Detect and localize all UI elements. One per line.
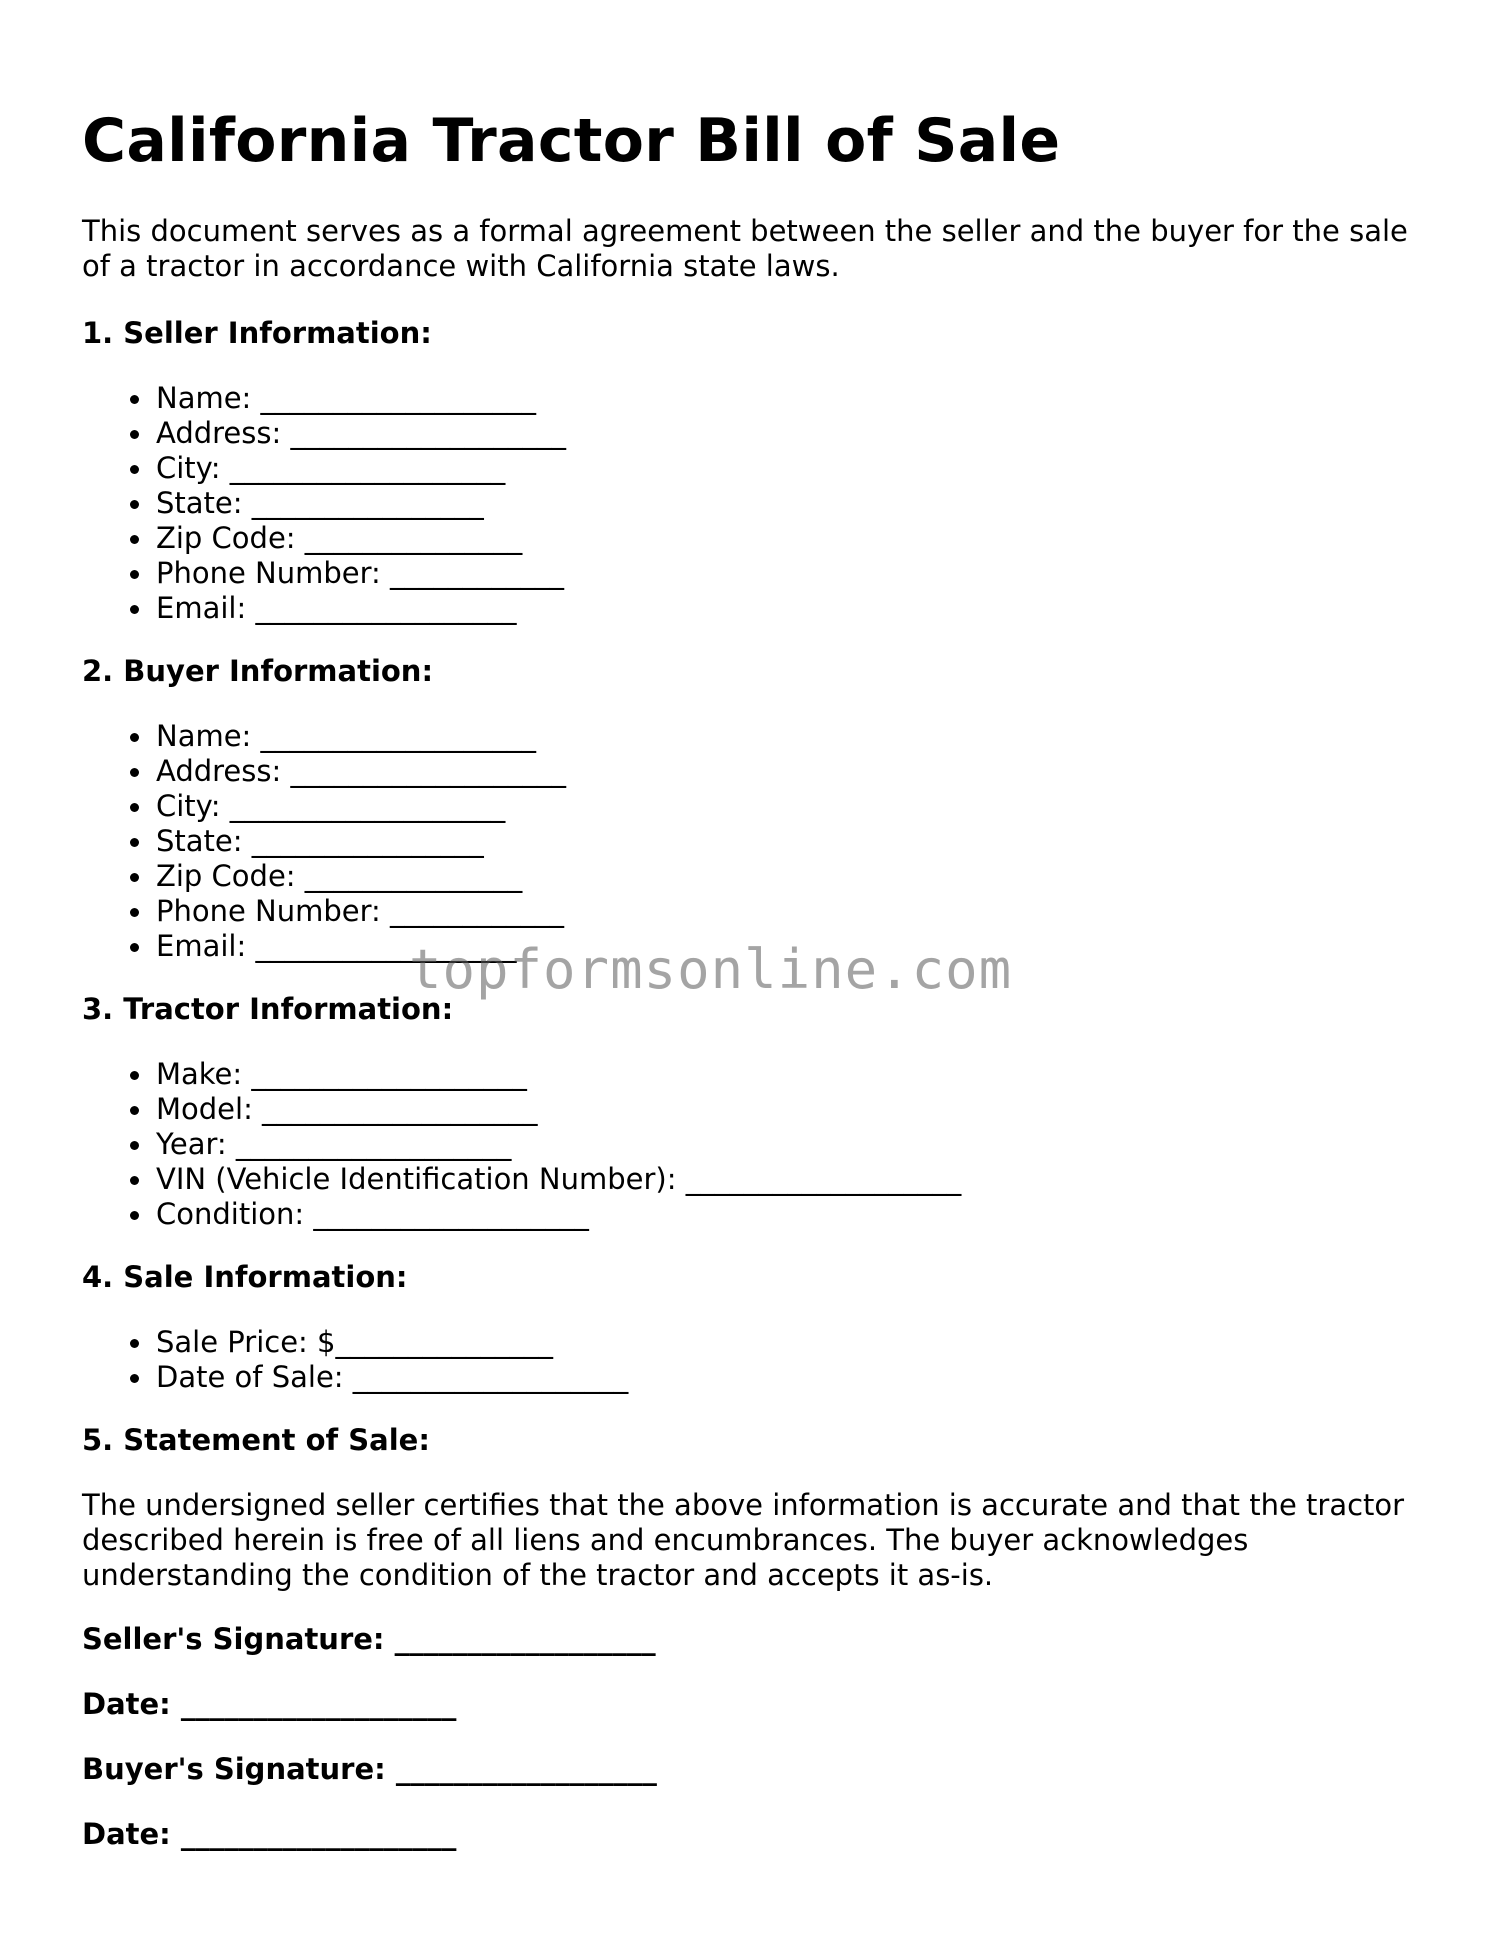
buyer-phone-field[interactable]: Phone Number: ____________ (156, 894, 565, 928)
intro-paragraph: This document serves as a formal agreement between the seller and the buyer for the sale of a tractor in accordance with California state laws. (82, 214, 1408, 283)
tractor-condition-field[interactable]: Condition: ___________________ (156, 1197, 961, 1232)
watermark-text: topformsonline.com (409, 938, 1013, 1001)
seller-name-field[interactable]: Name: ___________________ (156, 381, 566, 416)
statement-paragraph: The undersigned seller certifies that the above information is accurate and that the tractor described herein is free of all liens and encumbrances. The buyer acknowledges understanding the condition of the tractor and accepts it as-is. (82, 1488, 1405, 1592)
buyer-address-field[interactable]: Address: ___________________ (156, 754, 566, 788)
sale-fields-list (82, 1325, 628, 1395)
seller-phone-field[interactable]: Phone Number: ____________ (156, 556, 565, 590)
buyer-name-field[interactable]: Name: ___________________ (156, 719, 566, 754)
sale-section-heading: 4. Sale Information: (82, 1260, 408, 1294)
tractor-model-field[interactable]: Model: ___________________ (156, 1092, 961, 1127)
buyer-zip-field[interactable]: Zip Code: _______________ (156, 859, 566, 894)
seller-section-heading: 1. Seller Information: (82, 316, 432, 350)
seller-email-field[interactable]: Email: __________________ (156, 591, 566, 626)
tractor-vin-field[interactable]: VIN (Vehicle Identification Number): ___________________ (156, 1162, 962, 1196)
page-title: California Tractor Bill of Sale (82, 106, 1061, 176)
buyer-fields-list (82, 719, 566, 964)
sale-date-field[interactable]: Date of Sale: ___________________ (156, 1360, 629, 1394)
buyer-email-field[interactable]: Email: __________________ (156, 929, 566, 964)
buyer-city-field[interactable]: City: ___________________ (156, 789, 566, 824)
buyer-date-field[interactable]: Date: ___________________ (82, 1817, 457, 1851)
seller-date-field[interactable]: Date: ___________________ (82, 1687, 457, 1721)
seller-zip-field[interactable]: Zip Code: _______________ (156, 521, 566, 556)
buyer-signature-field[interactable]: Buyer's Signature: __________________ (82, 1752, 657, 1786)
seller-city-field[interactable]: City: ___________________ (156, 451, 566, 486)
seller-address-field[interactable]: Address: ___________________ (156, 416, 566, 450)
tractor-year-field[interactable]: Year: ___________________ (156, 1127, 961, 1162)
seller-signature-field[interactable]: Seller's Signature: __________________ (82, 1622, 656, 1656)
seller-fields-list (82, 381, 566, 626)
tractor-make-field[interactable]: Make: ___________________ (156, 1057, 961, 1092)
statement-section-heading: 5. Statement of Sale: (82, 1423, 430, 1457)
sale-price-field[interactable]: Sale Price: $_______________ (156, 1325, 628, 1360)
buyer-state-field[interactable]: State: ________________ (156, 824, 566, 859)
seller-state-field[interactable]: State: ________________ (156, 486, 566, 521)
tractor-section-heading: 3. Tractor Information: (82, 992, 454, 1026)
buyer-section-heading: 2. Buyer Information: (82, 654, 434, 688)
tractor-fields-list (82, 1057, 961, 1232)
